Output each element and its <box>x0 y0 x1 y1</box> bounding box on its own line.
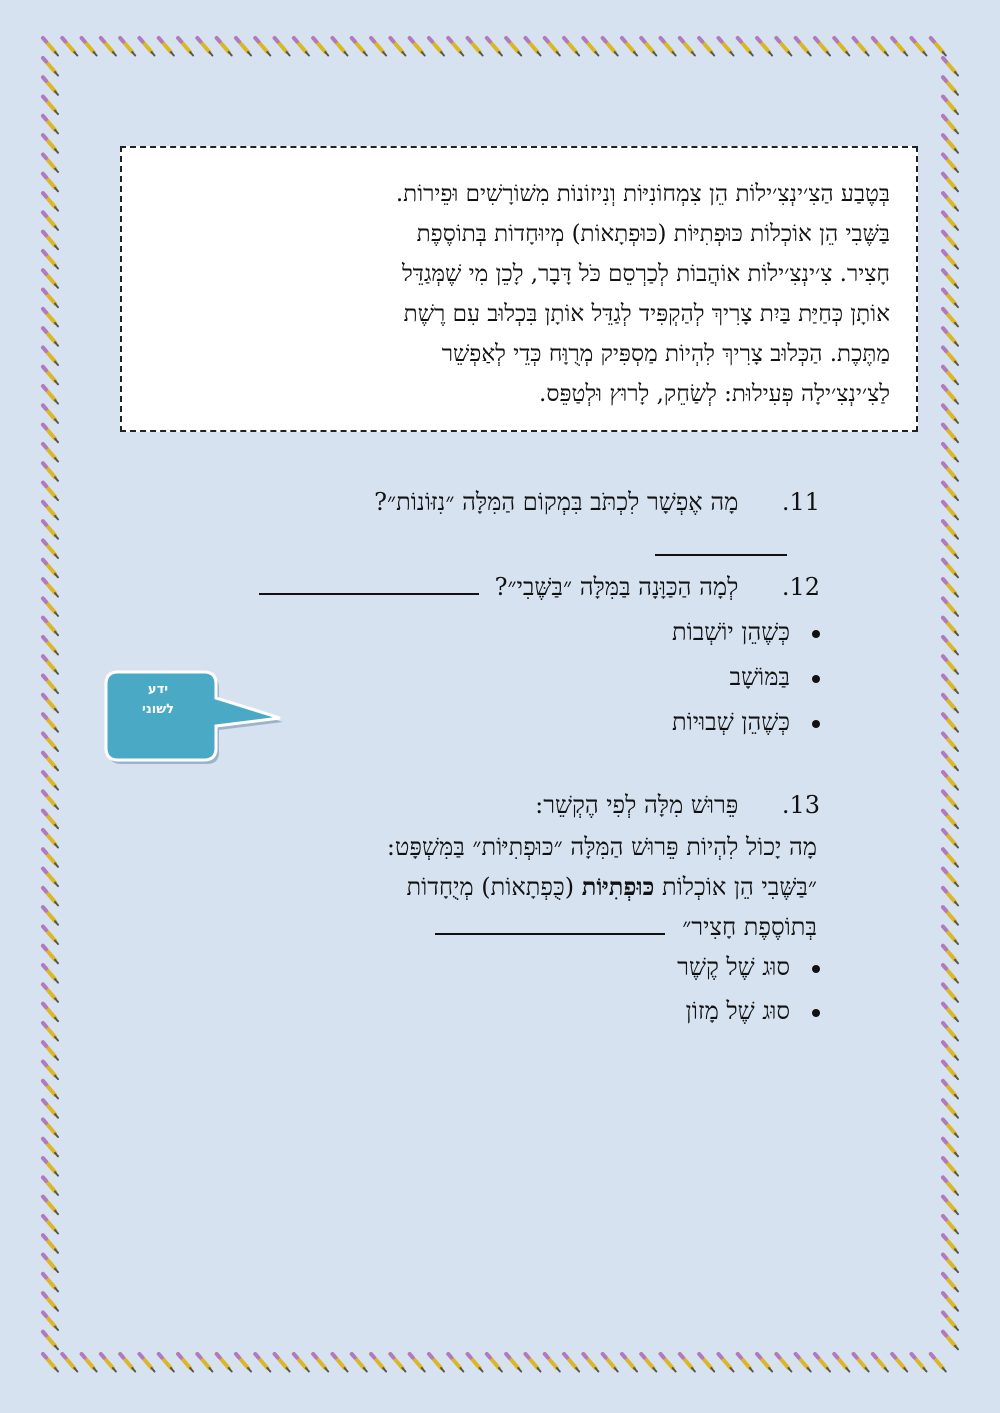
pencil-icon <box>294 38 309 56</box>
pencil-icon <box>43 772 58 790</box>
passage-line: מַתֶּכֶת. הַכְּלוּב צָרִיךְ לִהְיוֹת מַסְפִּיק מְרֻוָּח כְּדֵי לְאַפְשֵׁר <box>441 341 890 367</box>
pencil-icon <box>43 676 58 694</box>
question-13-sentence-end: בְּתוֹסֶפֶת חָצִיר״ <box>435 907 817 947</box>
passage-line: אוֹתָן כְּחַיַּת בַּיִת צָרִיךְ לְהַקְפִּיד לְגַדֵּל אוֹתָן בִּכְלוּב עִם רֶשֶׁת <box>403 301 890 327</box>
passage-line: חָצִיר. צִ׳ינְצִ׳ילוֹת אוֹהֲבוֹת לְכַרְסֵם כֹּל דָּבָר, לָכֵן מִי שֶׁמְּגַדֵּל <box>402 261 890 287</box>
pencil-icon <box>43 348 58 366</box>
pencil-icon <box>943 888 958 906</box>
pencil-icon <box>43 77 58 95</box>
pencil-icon <box>43 618 58 636</box>
pencil-icon <box>43 521 58 539</box>
question-13-sentence: ״בַּשֶּׁבִי הֵן אוֹכְלוֹת כּוּפְתִיּוֹת (כֻּפְתָאוֹת) מְיֻחָדוֹת <box>406 872 817 901</box>
pencil-icon <box>197 38 212 56</box>
option-item[interactable]: סוּג שֶׁל קֶשֶׁר <box>677 947 820 987</box>
pencil-icon <box>43 541 58 559</box>
pencil-icon <box>43 1255 58 1273</box>
pencil-icon <box>410 1354 425 1372</box>
pencil-icon <box>275 38 290 56</box>
pencil-icon <box>43 1332 58 1350</box>
pencil-icon <box>43 367 58 385</box>
pencil-icon <box>43 405 58 423</box>
pencil-icon <box>43 135 58 153</box>
pencil-icon <box>140 38 155 56</box>
pencil-icon <box>468 1354 483 1372</box>
pencil-icon <box>236 1354 251 1372</box>
pencil-icon <box>943 676 958 694</box>
pencil-icon <box>719 1354 734 1372</box>
pencil-icon <box>699 38 714 56</box>
pencil-icon <box>583 1354 598 1372</box>
pencil-icon <box>429 1354 444 1372</box>
pencil-icon <box>390 1354 405 1372</box>
pencil-icon <box>43 1062 58 1080</box>
pencil-icon <box>943 1004 958 1022</box>
pencil-icon <box>43 328 58 346</box>
pencil-icon <box>43 97 58 115</box>
pencil-icon <box>371 1354 386 1372</box>
pencil-icon <box>43 1197 58 1215</box>
pencil-icon <box>943 1177 958 1195</box>
pencil-icon <box>43 290 58 308</box>
pencil-icon <box>943 328 958 346</box>
pencil-icon <box>43 984 58 1002</box>
pencil-icon <box>943 77 958 95</box>
pencil-icon <box>275 1354 290 1372</box>
answer-line-12[interactable] <box>259 569 479 595</box>
question-text: פֵּרוּשׁ מִלָּה לְפִי הֶקְשֵׁר: <box>535 791 739 819</box>
pencil-icon <box>943 483 958 501</box>
pencil-icon <box>506 1354 521 1372</box>
pencil-icon <box>120 1354 135 1372</box>
pencil-icon <box>487 1354 502 1372</box>
pencil-icon <box>943 444 958 462</box>
pencil-icon <box>506 38 521 56</box>
pencil-icon <box>776 1354 791 1372</box>
pencil-icon <box>943 695 958 713</box>
passage-line: בַּשֶּׁבִי הֵן אוֹכְלוֹת כּוּפְתִיּוֹת (כּוּפְתָאוֹת) מְיוּחָדוֹת בְּתוֹסֶפֶת <box>416 221 890 247</box>
pencil-icon <box>564 38 579 56</box>
pencil-icon <box>834 1354 849 1372</box>
pencil-icon <box>661 1354 676 1372</box>
answer-line-13[interactable] <box>435 909 665 935</box>
pencil-icon <box>719 38 734 56</box>
pencil-icon <box>197 1354 212 1372</box>
pencil-icon <box>943 579 958 597</box>
pencil-icon <box>43 1042 58 1060</box>
pencil-icon <box>943 367 958 385</box>
pencil-icon <box>943 1216 958 1234</box>
pencil-icon <box>873 1354 888 1372</box>
pencil-icon <box>943 1120 958 1138</box>
pencil-icon <box>641 1354 656 1372</box>
pencil-icon <box>352 1354 367 1372</box>
pencil-icon <box>487 38 502 56</box>
pencil-icon <box>943 1332 958 1350</box>
bullet-icon <box>812 720 820 728</box>
pencil-icon <box>738 38 753 56</box>
pencil-icon <box>43 1354 58 1372</box>
pencil-icon <box>82 1354 97 1372</box>
pencil-icon <box>43 502 58 520</box>
pencil-icon <box>943 1042 958 1060</box>
pencil-icon <box>101 1354 116 1372</box>
pencil-icon <box>43 1274 58 1292</box>
pencil-icon <box>43 116 58 133</box>
pencil-icon <box>943 1255 958 1273</box>
pencil-icon <box>943 502 958 520</box>
pencil-icon <box>943 135 958 153</box>
pencil-icon <box>468 38 483 56</box>
pencil-icon <box>43 1216 58 1234</box>
pencil-icon <box>43 483 58 501</box>
bullet-icon <box>812 965 820 973</box>
pencil-icon <box>217 38 232 56</box>
pencil-icon <box>943 290 958 308</box>
pencil-icon <box>943 193 958 211</box>
pencil-icon <box>448 1354 463 1372</box>
pencil-icon <box>43 193 58 211</box>
pencil-icon <box>43 656 58 674</box>
pencil-icon <box>43 714 58 732</box>
pencil-icon <box>140 1354 155 1372</box>
pencil-icon <box>43 637 58 655</box>
pencil-icon <box>943 869 958 887</box>
pencil-icon <box>43 309 58 327</box>
pencil-icon <box>622 1354 637 1372</box>
pencil-icon <box>43 1100 58 1118</box>
pencil-icon <box>943 174 958 192</box>
answer-line-11[interactable] <box>655 530 787 556</box>
pencil-icon <box>178 1354 193 1372</box>
pencil-icon <box>943 656 958 674</box>
pencil-icon <box>641 38 656 56</box>
pencil-icon <box>43 1235 58 1253</box>
pencil-icon <box>429 38 444 56</box>
pencil-icon <box>43 830 58 848</box>
pencil-icon <box>943 772 958 790</box>
pencil-icon <box>943 348 958 366</box>
question-number: 13. <box>781 791 820 819</box>
passage-line: בְּטֶבַע הַצִ׳ינְצִ׳ילוֹת הֵן צִמְחוֹנִיּוֹת וְנִיזוֹנוֹת מִשׁוֹרָשִׁים וּפֵירוֹת. <box>395 181 890 207</box>
pencil-icon <box>313 38 328 56</box>
pencil-icon <box>943 598 958 616</box>
pencil-icon <box>815 1354 830 1372</box>
bullet-icon <box>812 630 820 638</box>
pencil-icon <box>159 38 174 56</box>
pencil-icon <box>583 38 598 56</box>
pencil-icon <box>62 38 77 56</box>
pencil-icon <box>43 791 58 809</box>
pencil-icon <box>943 270 958 288</box>
question-13 <box>535 785 820 825</box>
pencil-icon <box>526 1354 541 1372</box>
pencil-icon <box>43 598 58 616</box>
pencil-icon <box>43 174 58 192</box>
pencil-icon <box>892 38 907 56</box>
pencil-icon <box>943 984 958 1002</box>
pencil-icon <box>62 1354 77 1372</box>
question-13-line: מָה יָכוֹל לִהְיוֹת פֵּרוּשׁ הַמִּלָּה ״כּוּפְתִיּוֹת״ בַּמִּשְׁפָּט: <box>386 833 817 861</box>
pencil-icon <box>43 444 58 462</box>
pencil-icon <box>178 38 193 56</box>
pencil-icon <box>82 38 97 56</box>
pencil-icon <box>390 38 405 56</box>
bullet-icon <box>812 1009 820 1017</box>
pencil-icon <box>943 463 958 481</box>
pencil-icon <box>43 1293 58 1311</box>
pencil-icon <box>217 1354 232 1372</box>
pencil-icon <box>943 1158 958 1176</box>
pencil-icon <box>943 753 958 771</box>
pencil-icon <box>43 695 58 713</box>
pencil-icon <box>526 38 541 56</box>
pencil-icon <box>313 1354 328 1372</box>
bullet-icon <box>812 675 820 683</box>
pencil-icon <box>43 425 58 443</box>
pencil-icon <box>943 232 958 250</box>
pencil-icon <box>101 38 116 56</box>
pencil-icon <box>854 1354 869 1372</box>
pencil-icon <box>43 155 58 173</box>
pencil-icon <box>255 38 270 56</box>
pencil-icon <box>333 38 348 56</box>
pencil-icon <box>410 38 425 56</box>
pencil-icon <box>943 734 958 752</box>
pencil-icon <box>943 1313 958 1331</box>
pencil-icon <box>943 541 958 559</box>
pencil-icon <box>43 579 58 597</box>
pencil-icon <box>661 38 676 56</box>
pencil-icon <box>943 425 958 443</box>
pencil-icon <box>796 38 811 56</box>
question-11 <box>374 482 820 522</box>
pencil-icon <box>796 1354 811 1372</box>
pencil-icon <box>943 386 958 404</box>
pencil-icon <box>43 1081 58 1099</box>
pencil-icon <box>352 38 367 56</box>
pencil-icon <box>43 38 58 56</box>
pencil-icon <box>943 405 958 423</box>
pencil-icon <box>603 1354 618 1372</box>
pencil-icon <box>43 1313 58 1331</box>
pencil-icon <box>43 58 58 76</box>
question-number: 12. <box>781 573 820 601</box>
pencil-icon <box>943 1139 958 1157</box>
pencil-icon <box>738 1354 753 1372</box>
pencil-icon <box>294 1354 309 1372</box>
pencil-icon <box>943 791 958 809</box>
pencil-icon <box>943 1023 958 1041</box>
pencil-icon <box>159 1354 174 1372</box>
pencil-icon <box>43 463 58 481</box>
reading-passage <box>120 146 918 432</box>
pencil-icon <box>943 965 958 983</box>
pencil-icon <box>873 38 888 56</box>
option-item[interactable]: סוּג שֶׁל מָזוֹן <box>686 991 820 1031</box>
pencil-icon <box>43 907 58 925</box>
pencil-icon <box>943 309 958 327</box>
pencil-icon <box>943 830 958 848</box>
pencil-icon <box>545 38 560 56</box>
pencil-icon <box>43 1023 58 1041</box>
pencil-icon <box>333 1354 348 1372</box>
pencil-icon <box>43 811 58 829</box>
pencil-icon <box>680 38 695 56</box>
pencil-icon <box>603 38 618 56</box>
pencil-icon <box>834 38 849 56</box>
pencil-icon <box>43 1139 58 1157</box>
pencil-icon <box>943 560 958 578</box>
pencil-icon <box>943 618 958 636</box>
pencil-icon <box>43 888 58 906</box>
highlighted-word: כּוּפְתִיּוֹת <box>581 872 655 901</box>
callout-label: ידע לשוני <box>142 682 174 717</box>
pencil-icon <box>912 1354 927 1372</box>
question-text: לְמָה הַכַּוָּנָה בַּמִּלָּה ״בַּשֶּׁבִי״? <box>494 573 739 601</box>
pencil-icon <box>943 1274 958 1292</box>
pencil-icon <box>757 38 772 56</box>
pencil-icon <box>943 927 958 945</box>
pencil-icon <box>255 1354 270 1372</box>
pencil-icon <box>943 521 958 539</box>
option-item[interactable]: בַּמּוֹשָׁב <box>730 657 821 697</box>
pencil-icon <box>943 1293 958 1311</box>
pencil-icon <box>43 386 58 404</box>
pencil-icon <box>448 38 463 56</box>
pencil-icon <box>43 212 58 230</box>
pencil-icon <box>943 849 958 867</box>
pencil-icon <box>943 58 958 76</box>
pencil-icon <box>43 270 58 288</box>
pencil-icon <box>120 38 135 56</box>
pencil-icon <box>892 1354 907 1372</box>
pencil-icon <box>943 1235 958 1253</box>
pencil-icon <box>43 927 58 945</box>
pencil-icon <box>943 116 958 133</box>
pencil-icon <box>943 811 958 829</box>
pencil-icon <box>236 38 251 56</box>
pencil-icon <box>43 946 58 964</box>
pencil-icon <box>43 753 58 771</box>
pencil-icon <box>43 251 58 269</box>
pencil-icon <box>43 1177 58 1195</box>
pencil-icon <box>943 212 958 230</box>
option-item[interactable]: כְּשֶׁהֵן יוֹשְׁבוֹת <box>672 612 820 652</box>
question-text: מָה אֶפְשָׁר לִכְתֹּב בִּמְקוֹם הַמִּלָּה ״נִזּוֹנוֹת״? <box>374 488 739 516</box>
pencil-icon <box>931 1354 946 1372</box>
pencil-icon <box>43 965 58 983</box>
pencil-icon <box>43 1120 58 1138</box>
pencil-icon <box>943 1197 958 1215</box>
pencil-icon <box>43 560 58 578</box>
pencil-icon <box>854 38 869 56</box>
pencil-icon <box>943 1062 958 1080</box>
pencil-icon <box>545 1354 560 1372</box>
pencil-icon <box>680 1354 695 1372</box>
question-12 <box>259 567 820 607</box>
pencil-icon <box>943 714 958 732</box>
pencil-icon <box>815 38 830 56</box>
question-number: 11. <box>781 488 820 516</box>
pencil-icon <box>622 38 637 56</box>
pencil-icon <box>43 1158 58 1176</box>
pencil-icon <box>699 1354 714 1372</box>
pencil-icon <box>943 251 958 269</box>
pencil-icon <box>371 38 386 56</box>
pencil-icon <box>943 907 958 925</box>
pencil-icon <box>943 155 958 173</box>
pencil-icon <box>912 38 927 56</box>
pencil-icon <box>776 38 791 56</box>
option-item[interactable]: כְּשֶׁהֵן שְׁבוּיוֹת <box>672 702 820 742</box>
pencil-icon <box>564 1354 579 1372</box>
passage-line: לַצִ׳ינְצִ׳ילָה פְּעִילוּת: לְשַׂחֵק, לָרוּץ וּלְטַפֵּס. <box>539 381 890 407</box>
pencil-icon <box>757 1354 772 1372</box>
pencil-icon <box>43 849 58 867</box>
pencil-icon <box>43 869 58 887</box>
pencil-icon <box>943 97 958 115</box>
pencil-icon <box>43 1004 58 1022</box>
pencil-icon <box>943 1100 958 1118</box>
pencil-icon <box>943 1081 958 1099</box>
pencil-icon <box>943 946 958 964</box>
pencil-icon <box>43 232 58 250</box>
pencil-icon <box>931 38 946 56</box>
pencil-icon <box>943 637 958 655</box>
pencil-icon <box>43 734 58 752</box>
